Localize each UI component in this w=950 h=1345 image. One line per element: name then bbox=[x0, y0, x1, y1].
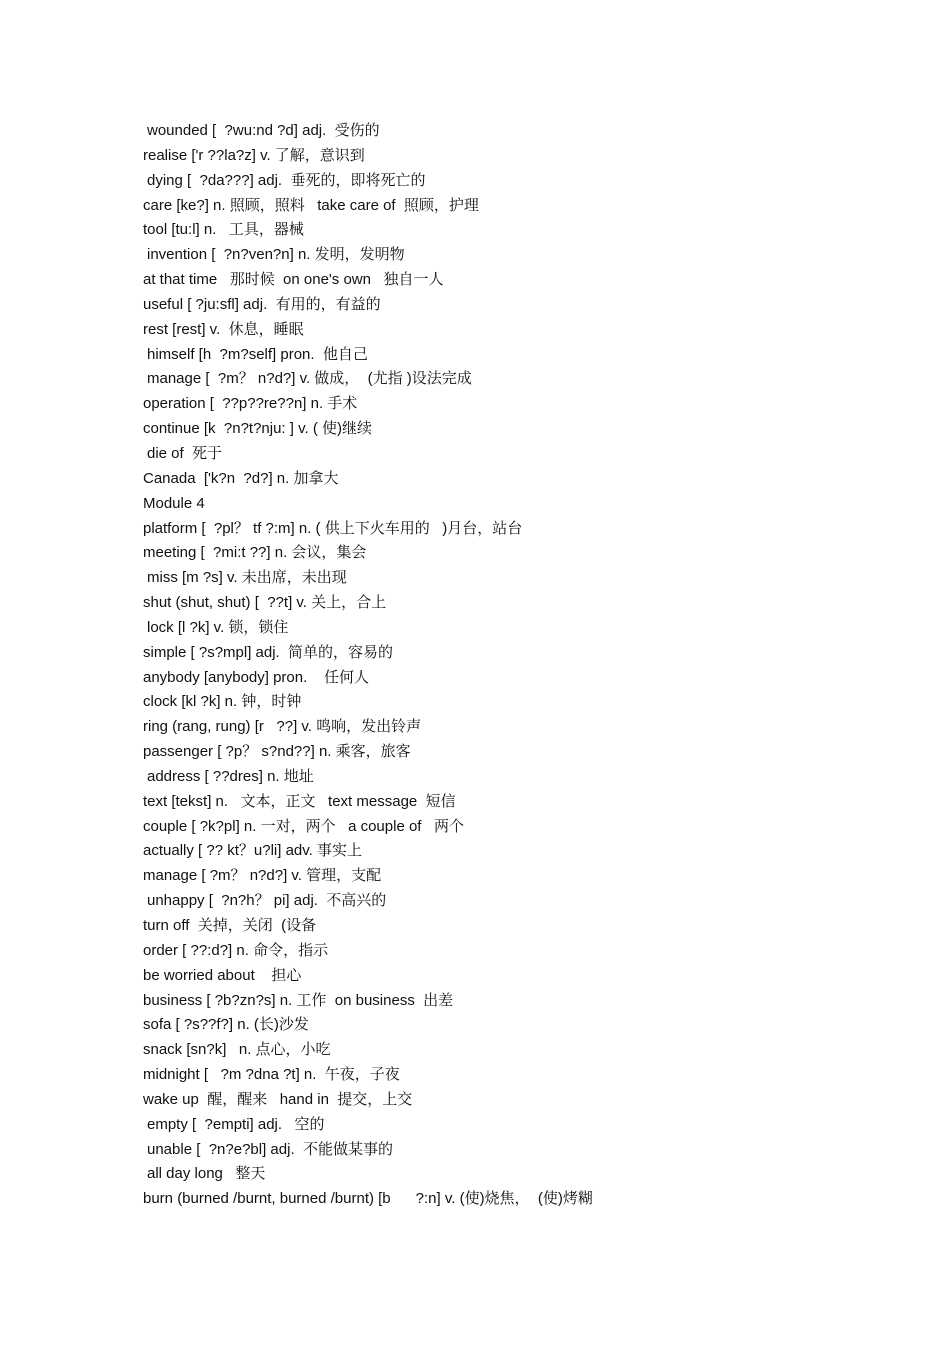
vocab-entry: dying [ ?da???] adj. 垂死的，即将死亡的 bbox=[147, 171, 426, 189]
vocab-entry: text [tekst] n. 文本，正文 text message 短信 bbox=[143, 792, 456, 810]
vocab-entry: wake up 醒，醒来 hand in 提交，上交 bbox=[143, 1090, 413, 1108]
vocab-entry: invention [ ?n?ven?n] n. 发明，发明物 bbox=[147, 246, 405, 264]
vocab-entry: unhappy [ ?n?h？ pi] adj. 不高兴的 bbox=[147, 892, 387, 910]
vocab-entry: care [ke?] n. 照顾，照料 take care of 照顾，护理 bbox=[143, 196, 479, 214]
vocab-entry: couple [ ?k?pl] n. 一对，两个 a couple of 两个 bbox=[143, 817, 464, 835]
vocab-entry: empty [ ?empti] adj. 空的 bbox=[147, 1115, 325, 1133]
vocab-entry: unable [ ?n?e?bl] adj. 不能做某事的 bbox=[147, 1140, 393, 1158]
vocab-entry: operation [ ??p??re??n] n. 手术 bbox=[143, 395, 358, 413]
vocab-entry: passenger [ ?p？ s?nd??] n. 乘客，旅客 bbox=[143, 743, 411, 761]
vocab-entry: meeting [ ?mi:t ??] n. 会议，集会 bbox=[143, 544, 367, 562]
vocab-entry: simple [ ?s?mpl] adj. 简单的，容易的 bbox=[143, 643, 394, 661]
vocab-entry: ring (rang, rung) [r ??] v. 鸣响，发出铃声 bbox=[143, 718, 422, 736]
vocab-entry: Canada ['k?n ?d?] n. 加拿大 bbox=[143, 469, 339, 487]
vocab-entry: Module 4 bbox=[143, 494, 205, 512]
vocab-entry: continue [k ?n?t?nju: ] v. ( 使)继续 bbox=[143, 420, 372, 438]
vocab-entry: die of 死于 bbox=[147, 444, 223, 462]
vocab-entry: shut (shut, shut) [ ??t] v. 关上，合上 bbox=[143, 594, 387, 612]
vocab-entry: anybody [anybody] pron. 任何人 bbox=[143, 668, 369, 686]
vocab-entry: lock [l ?k] v. 锁，锁住 bbox=[147, 618, 289, 636]
vocab-entry: business [ ?b?zn?s] n. 工作 on business 出差 bbox=[143, 991, 454, 1009]
vocab-entry: manage [ ?m？ n?d?] v. 做成， (尤指 )设法完成 bbox=[147, 370, 472, 388]
vocab-entry: manage [ ?m？ n?d?] v. 管理，支配 bbox=[143, 867, 382, 885]
vocab-entry: address [ ??dres] n. 地址 bbox=[147, 767, 314, 785]
vocab-entry: himself [h ?m?self] pron. 他自己 bbox=[147, 345, 368, 363]
vocab-entry: realise ['r ??la?z] v. 了解，意识到 bbox=[143, 146, 365, 164]
vocab-entry: actually [ ?? kt？u?li] adv. 事实上 bbox=[143, 842, 362, 860]
vocab-entry: miss [m ?s] v. 未出席，未出现 bbox=[147, 569, 347, 587]
vocab-entry: clock [kl ?k] n. 钟，时钟 bbox=[143, 693, 302, 711]
vocab-entry: turn off 关掉，关闭 (设备 bbox=[143, 917, 317, 934]
vocab-entry: wounded [ ?wu:nd ?d] adj. 受伤的 bbox=[147, 122, 380, 139]
vocab-entry: platform [ ?pl？ tf ?:m] n. ( 供上下火车用的 )月台，站台 bbox=[143, 519, 523, 537]
vocab-entry: snack [sn?k] n. 点心，小吃 bbox=[143, 1041, 331, 1059]
vocab-entry: tool [tu:l] n. 工具，器械 bbox=[143, 221, 304, 239]
vocab-entry: useful [ ?ju:sfl] adj. 有用的，有益的 bbox=[143, 295, 381, 313]
vocab-entry: be worried about 担心 bbox=[143, 966, 302, 984]
vocabulary-list bbox=[143, 119, 593, 1212]
vocab-entry: all day long 整天 bbox=[147, 1165, 266, 1183]
vocab-entry: rest [rest] v. 休息，睡眠 bbox=[143, 320, 304, 338]
vocab-entry: sofa [ ?s??f?] n. (长)沙发 bbox=[143, 1016, 309, 1034]
vocab-entry: midnight [ ?m ?dna ?t] n. 午夜，子夜 bbox=[143, 1066, 400, 1084]
vocab-entry: at that time 那时候 on one's own 独自一人 bbox=[143, 271, 444, 289]
vocab-entry: burn (burned /burnt, burned /burnt) [b ?:n] v. (使)烧焦， (使)烤糊 bbox=[143, 1190, 593, 1208]
vocab-entry: order [ ??:d?] n. 命令，指示 bbox=[143, 941, 329, 959]
